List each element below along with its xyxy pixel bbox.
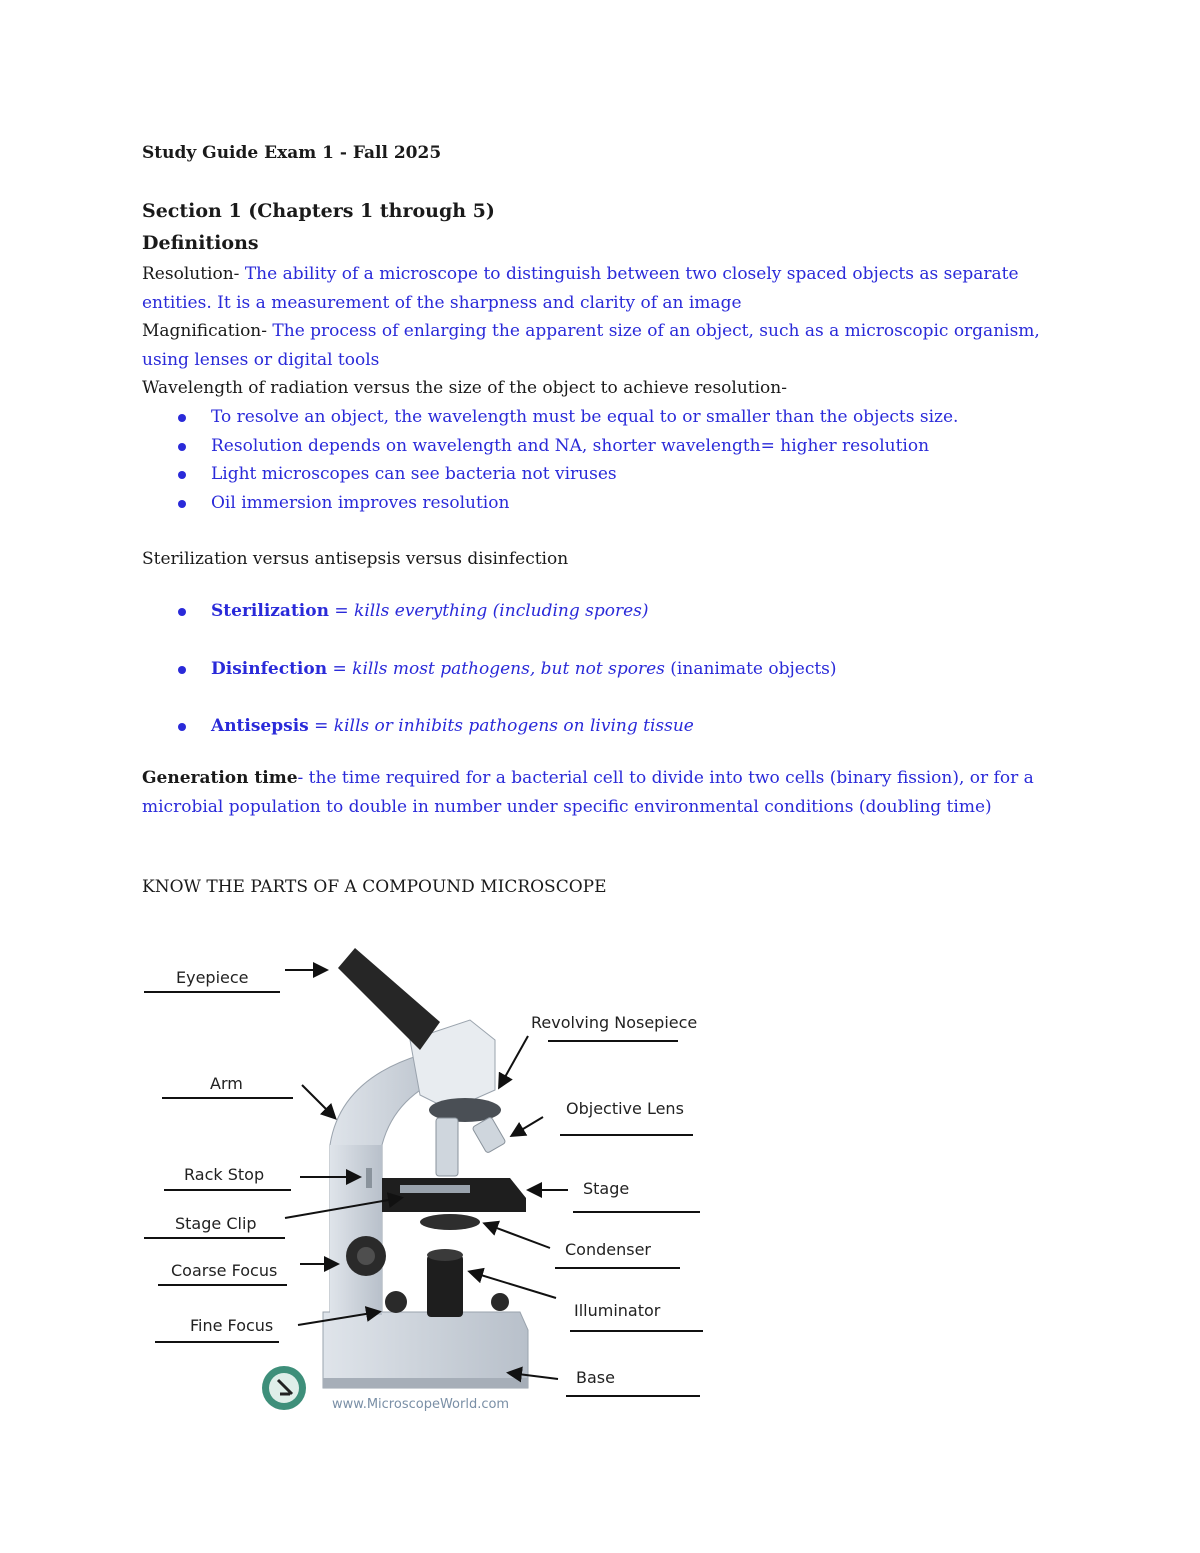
list-item: Resolution depends on wavelength and NA, shorter wavelength= higher resolution <box>176 432 958 461</box>
disinfection-extra: (inanimate objects) <box>664 658 837 679</box>
equals-sign: = <box>308 716 334 736</box>
sterilization-term: Sterilization <box>211 601 329 621</box>
microscope-diagram <box>130 935 730 1425</box>
microscope-world-logo <box>262 1366 306 1410</box>
equals-sign: = <box>327 658 353 679</box>
sterilization-list <box>176 597 837 770</box>
nosepiece-arrow <box>500 1036 528 1086</box>
label-stage <box>530 1179 700 1212</box>
label-rack-stop <box>164 1165 358 1190</box>
label-condenser <box>486 1224 680 1268</box>
magnification-term: Magnification- <box>142 321 268 341</box>
svg-text:Stage Clip: Stage Clip <box>175 1214 257 1233</box>
generation-time-text: - the time required for a bacterial cell to divide into two cells (binary fission), or for a microbial population to double in number under specific environmental conditions (doubling time) <box>142 768 1034 817</box>
svg-text:Rack Stop: Rack Stop <box>184 1165 265 1184</box>
disinfection-term: Disinfection <box>211 658 328 679</box>
list-item: Light microscopes can see bacteria not viruses <box>176 460 958 489</box>
svg-text:Revolving Nosepiece: Revolving Nosepiece <box>531 1013 698 1032</box>
label-revolving-nosepiece <box>500 1013 697 1086</box>
svg-text:Stage: Stage <box>583 1179 630 1198</box>
disinfection-desc: kills most pathogens, but not spores <box>352 658 665 679</box>
definitions-heading: Definitions <box>142 232 259 254</box>
microscope-heading: KNOW THE PARTS OF A COMPOUND MICROSCOPE <box>142 877 607 897</box>
generation-time-term: Generation time <box>142 768 298 788</box>
resolution-text: The ability of a microscope to distinguish between two closely spaced objects as separate entities. It is a measurement of the sharpness and clarity of an image <box>142 264 1019 313</box>
condenser-arrow <box>486 1224 550 1248</box>
svg-text:Condenser: Condenser <box>565 1240 651 1259</box>
svg-text:Base: Base <box>576 1368 615 1387</box>
list-item: To resolve an object, the wavelength must be equal to or smaller than the objects size. <box>176 403 958 432</box>
svg-text:Coarse Focus: Coarse Focus <box>171 1261 278 1280</box>
wavelength-heading: Wavelength of radiation versus the size of the object to achieve resolution- <box>142 378 787 398</box>
list-item <box>176 655 837 683</box>
label-eyepiece <box>144 968 325 992</box>
illuminator-arrow <box>471 1272 556 1298</box>
sterilization-desc: kills everything (including spores) <box>354 601 649 621</box>
microscope-illustration <box>323 948 528 1388</box>
svg-text:Illuminator: Illuminator <box>574 1301 661 1320</box>
generation-time-definition <box>142 764 1062 821</box>
list-item <box>176 712 837 740</box>
sterilization-heading: Sterilization versus antisepsis versus disinfection <box>142 549 569 569</box>
section-heading: Section 1 (Chapters 1 through 5) <box>142 200 495 222</box>
list-item <box>176 597 837 625</box>
svg-text:Eyepiece: Eyepiece <box>176 968 249 987</box>
magnification-definition <box>142 317 1062 374</box>
antisepsis-desc: kills or inhibits pathogens on living tissue <box>333 716 694 736</box>
label-objective-lens <box>513 1099 693 1135</box>
magnification-text: The process of enlarging the apparent size of an object, such as a microscopic organism, using lenses or digital tools <box>142 321 1040 370</box>
svg-text:Fine Focus: Fine Focus <box>190 1316 274 1335</box>
watermark-text: www.MicroscopeWorld.com <box>332 1397 510 1412</box>
label-arm <box>162 1074 334 1117</box>
svg-text:Arm: Arm <box>210 1074 243 1093</box>
document-title: Study Guide Exam 1 - Fall 2025 <box>142 143 442 163</box>
resolution-term: Resolution- <box>142 264 240 284</box>
antisepsis-term: Antisepsis <box>211 716 309 736</box>
svg-text:Objective Lens: Objective Lens <box>566 1099 684 1118</box>
objective-lens-arrow <box>513 1117 543 1135</box>
arm-arrow <box>302 1085 334 1117</box>
label-coarse-focus <box>158 1261 336 1285</box>
list-item: Oil immersion improves resolution <box>176 489 958 518</box>
wavelength-bullets <box>176 403 958 518</box>
label-base <box>510 1368 700 1396</box>
equals-sign: = <box>328 601 355 621</box>
resolution-definition <box>142 260 1062 317</box>
